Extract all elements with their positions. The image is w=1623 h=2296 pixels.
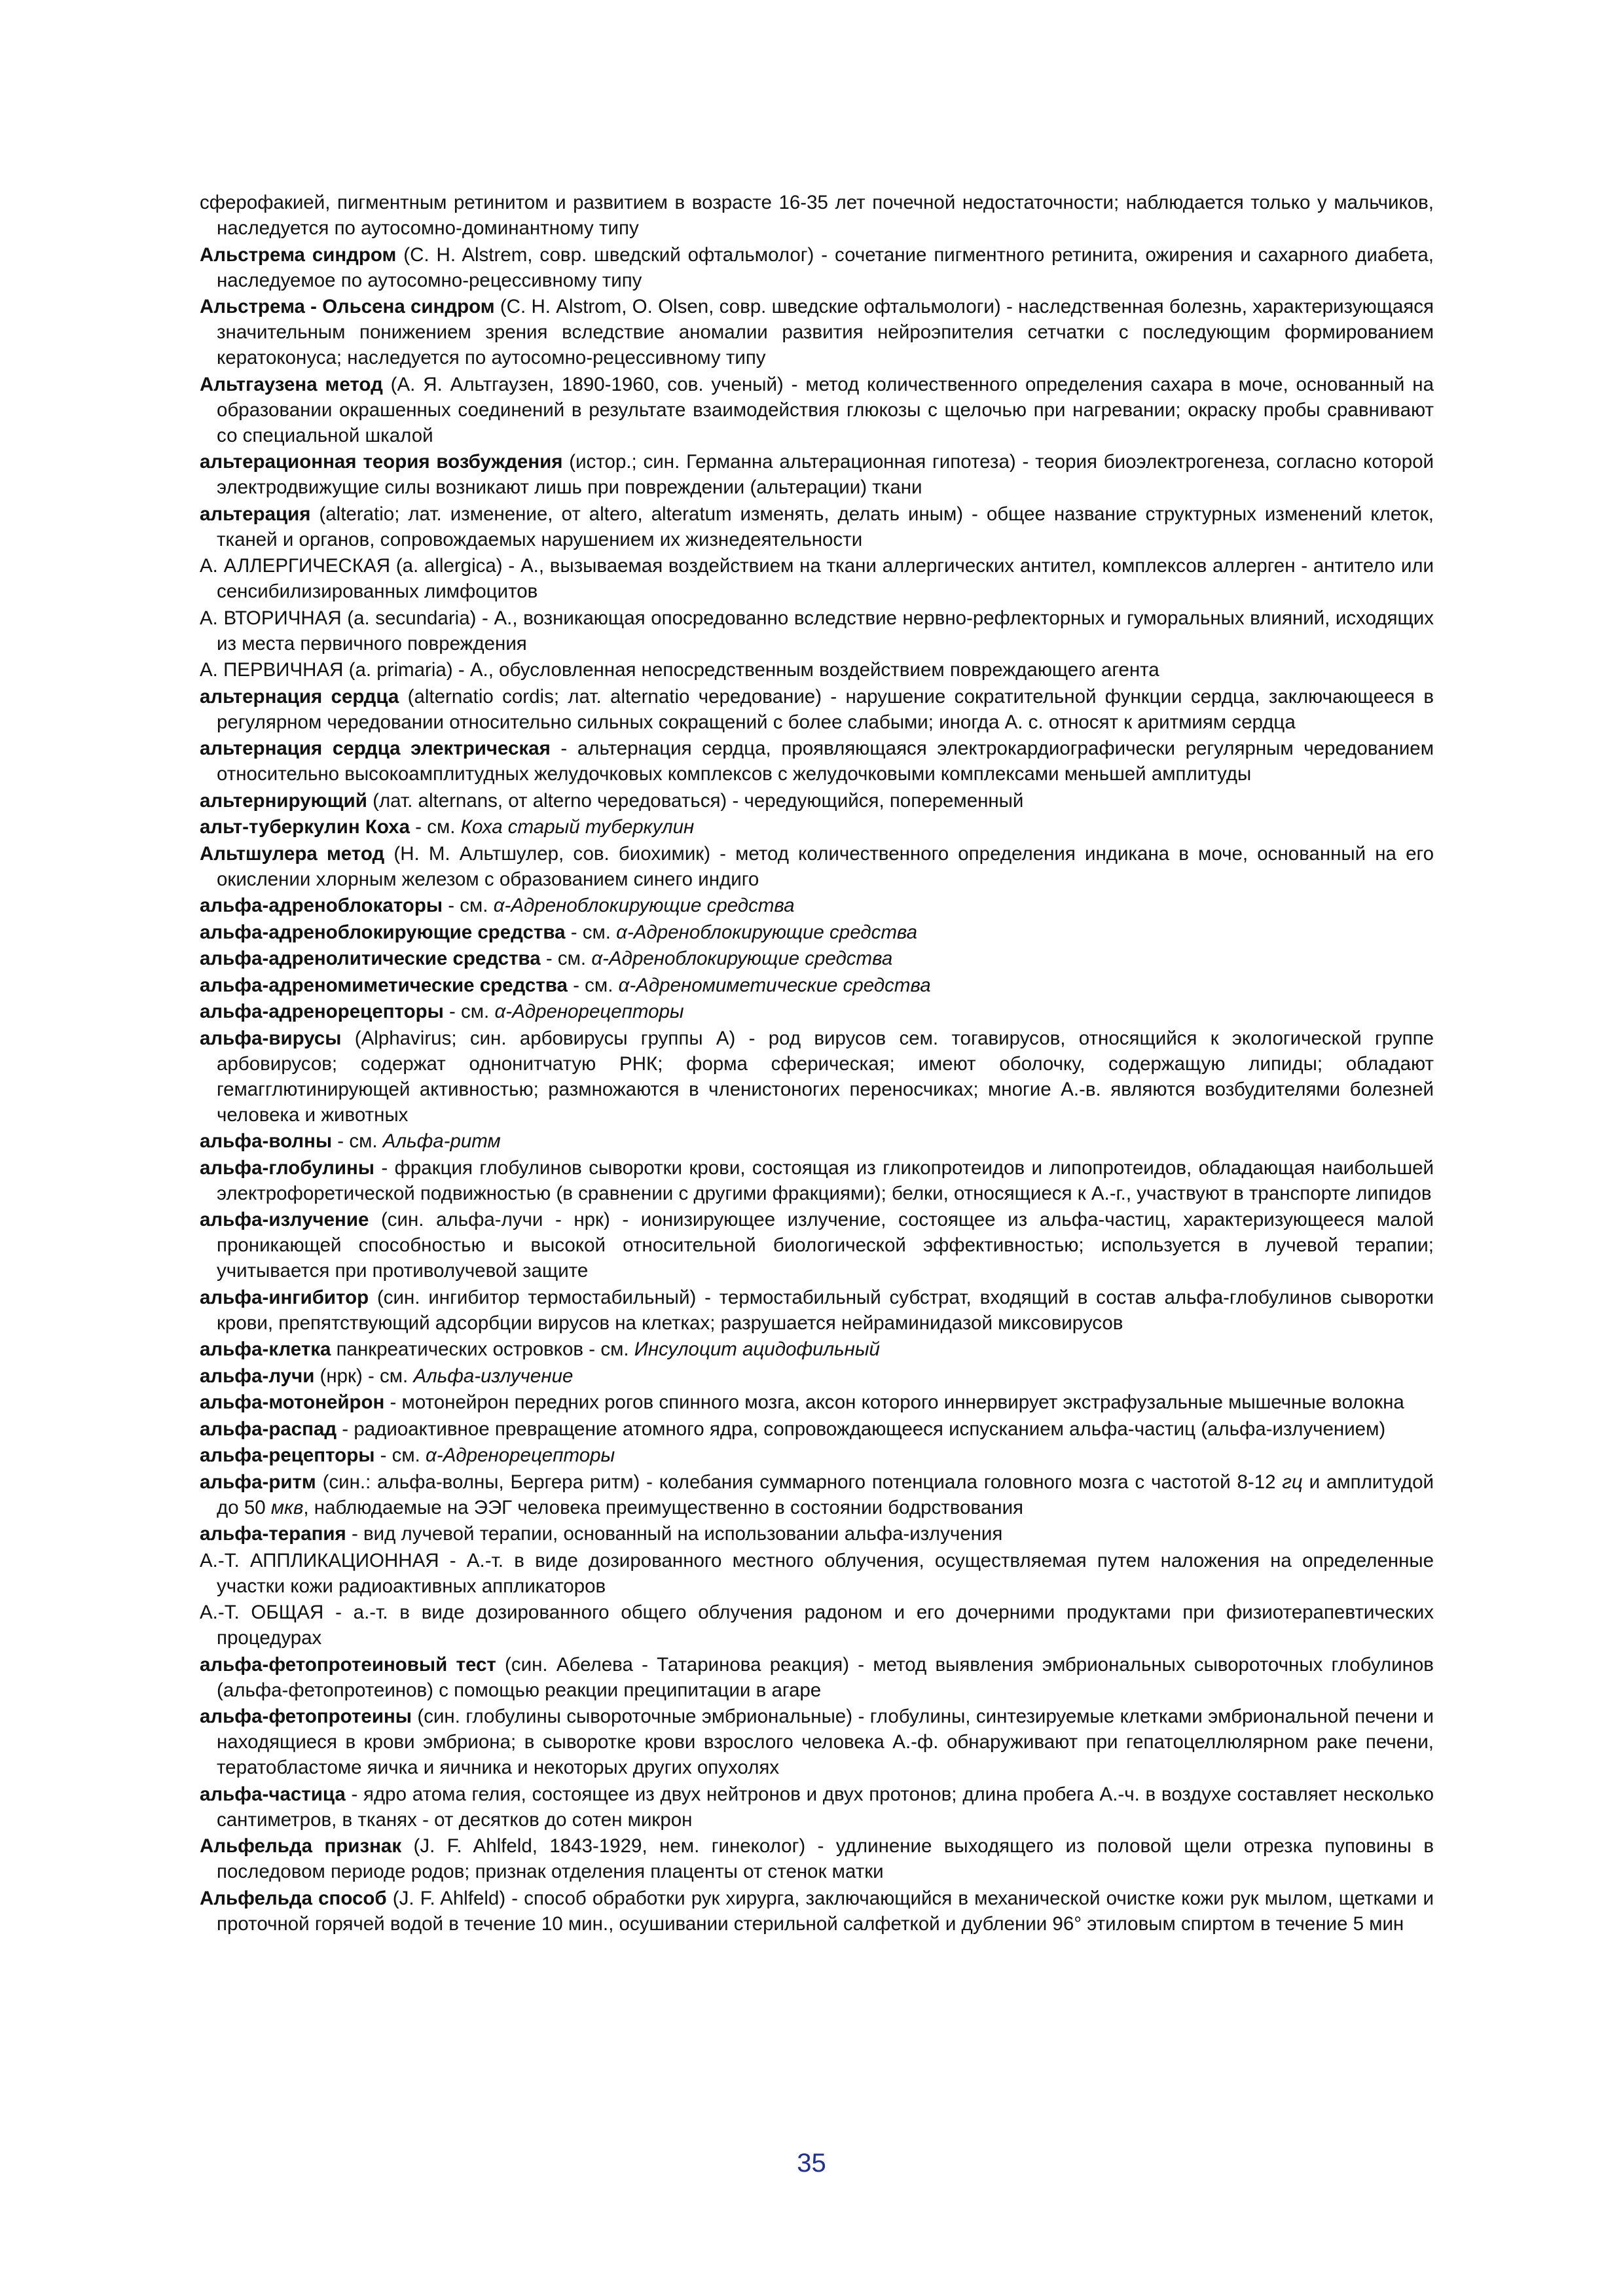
entry-text: - радиоактивное превращение атомного ядра, сопровождающееся испусканием альфа-частиц (альфа-излучением) [337,1418,1386,1440]
dictionary-entry [200,1416,1434,1442]
entry-text: - см. [332,1130,383,1152]
entry-text: - см. [443,895,494,916]
dictionary-entry [200,893,1434,918]
entry-term: Альстрема синдром [200,243,397,266]
entry-text: , наблюдаемые на ЭЭГ человека преимущественно в состоянии бодрствования [303,1496,1024,1518]
entry-reference: α-Адреноблокирующие средства [616,921,918,943]
entry-text: сферофакией, пигментным ретинитом и развитием в возрасте 16-35 лет почечной недостаточности; наблюдается только у мальчиков, наследуется по аутосомно-доминантному типу [200,192,1434,239]
entry-text: (истор.; син. Германна альтерационная гипотеза) - теория биоэлектрогенеза, согласно которой электродвижущие силы возникают лишь при повреждении (альтерации) ткани [217,451,1434,498]
dictionary-entry [200,449,1434,500]
entry-reference: Альфа-ритм [382,1130,501,1152]
entry-term: Альстрема - Ольсена синдром [200,296,495,317]
entry-text: (син. глобулины сывороточные эмбриональные) - глобулины, синтезируемые клетками эмбриональной печени и находящиеся в крови эмбриона; в сыворотке крови взрослого человека А.-ф. обнаруживают при гепатоцеллюлярном раке печени, тератобластоме яичка и яичника и некоторых других опухолях [217,1706,1434,1778]
dictionary-entry [200,920,1434,945]
entry-reference: Альфа-излучение [413,1365,574,1387]
dictionary-entry [200,814,1434,840]
entry-text: - см. [567,974,619,996]
dictionary-entry [200,1704,1434,1780]
entry-text: - см. [374,1444,426,1466]
entry-term: альфа-лучи [200,1365,315,1387]
dictionary-entry [200,1285,1434,1336]
entry-text: - см. [443,1001,495,1022]
dictionary-entry [200,501,1434,552]
entry-reference: гц [1282,1471,1303,1493]
entry-text: - ядро атома гелия, состоящее из двух нейтронов и двух протонов; длина пробега А.-ч. в воздухе составляет несколько сантиметров, в тканях - от десятков до сотен микрон [217,1783,1434,1831]
entry-term: альфа-мотонейрон [200,1391,385,1413]
entry-text: - фракция глобулинов сыворотки крови, состоящая из гликопротеидов и липопротеидов, обладающая наибольшей электрофоретической подвижностью (в сравнении с другими фракциями); белки, относящиеся к А.-г., участвуют в транспорте липидов [217,1157,1434,1204]
entry-text: (син. Абелева - Татаринова реакция) - метод выявления эмбриональных сывороточных глобулинов (альфа-фетопротеинов) с помощью реакции преципитации в агаре [217,1653,1434,1701]
dictionary-entry [200,1548,1434,1599]
entry-term: альфа-излучение [200,1209,369,1230]
entry-text: А. ВТОРИЧНАЯ (а. secundaria) - А., возникающая опосредованно вследствие нервно-рефлекторных и гуморальных влияний, исходящих из места первичного повреждения [200,607,1434,655]
dictionary-entry [200,788,1434,814]
entry-text: - см. [540,948,592,969]
entry-term: альфа-ингибитор [200,1286,369,1308]
dictionary-entry [200,736,1434,787]
entry-text: (син.: альфа-волны, Бергера ритм) - колебания суммарного потенциала головного мозга с частотой 8-12 [316,1471,1283,1493]
dictionary-entry [200,1886,1434,1937]
entry-term: альфа-глобулины [200,1157,374,1179]
entry-term: Альтгаузена метод [200,373,383,395]
dictionary-entry [200,999,1434,1024]
dictionary-entry [200,1782,1434,1833]
entry-term: альфа-адреноблокирующие средства [200,921,566,943]
entry-reference: α-Адренорецепторы [426,1444,615,1466]
dictionary-entry [200,1363,1434,1389]
entry-term: альфа-адреноблокаторы [200,895,443,916]
entry-text: - см. [565,921,617,943]
dictionary-entry [200,841,1434,892]
dictionary-entry [200,190,1434,241]
entry-term: Альтшулера метод [200,842,385,865]
dictionary-entry [200,1390,1434,1415]
dictionary-entry [200,1336,1434,1362]
dictionary-entry [200,1652,1434,1703]
dictionary-entry [200,605,1434,656]
dictionary-entry [200,372,1434,448]
entry-term: альтерационная теория возбуждения [200,451,563,473]
entry-text: А.-Т. АППЛИКАЦИОННАЯ - А.-т. в виде дозированного местного облучения, осуществляемая путем наложения на определенные участки кожи радиоактивных аппликаторов [200,1549,1434,1597]
entry-term: альфа-фетопротеины [200,1706,412,1727]
dictionary-entry [200,1155,1434,1206]
entry-text: А. ПЕРВИЧНАЯ (а. primaria) - А., обусловленная непосредственным воздействием повреждающего агента [200,659,1159,681]
dictionary-entry [200,242,1434,293]
dictionary-entry [200,1128,1434,1154]
entry-text: (син. альфа-лучи - нрк) - ионизирующее излучение, состоящее из альфа-частиц, характеризующееся малой проникающей способностью и высокой относительной биологической эффективностью; используется в лучевой терапии; учитывается при противолучевой защите [217,1209,1434,1282]
entry-reference: α-Адреноблокирующие средства [493,895,795,916]
entry-term: альфа-частица [200,1783,346,1805]
entry-term: альт-туберкулин Коха [200,816,410,838]
entry-term: Альфельда способ [200,1887,387,1909]
entry-term: альтернация сердца [200,685,399,708]
dictionary-entry [200,684,1434,735]
entry-term: альтерация [200,503,311,525]
entry-term: альфа-ритм [200,1471,316,1493]
dictionary-entry [200,946,1434,971]
entry-text: и амплитудой до 50 [217,1471,1434,1518]
entry-text: (alternatio cordis; лат. alternatio чередование) - нарушение сократительной функции сердца, заключающееся в регулярном чередовании относительно сильных сокращений с более слабыми; иногда А. с. относят к аритмиям сердца [217,685,1434,733]
entry-text: панкреатических островков - см. [331,1338,634,1360]
entry-term: альфа-рецепторы [200,1444,375,1466]
entry-text: (alteratio; лат. изменение, от altero, alteratum изменять, делать иным) - общее название структурных изменений клеток, тканей и органов, сопровождаемых нарушением их жизнедеятельности [217,503,1434,550]
entry-text: - вид лучевой терапии, основанный на использовании альфа-излучения [346,1523,1003,1545]
entry-term: альфа-адреномиметические средства [200,974,568,996]
dictionary-entry [200,1207,1434,1283]
entry-text: - альтернация сердца, проявляющаяся электрокардиографически регулярным чередованием относительно высокоамплитудных желудочковых комплексов с желудочковыми комплексами меньшей амплитуды [217,738,1434,785]
entry-text: (J. F. Ahlfeld, 1843-1929, нем. гинеколог) - удлинение выходящего из половой щели отрезка пуповины в последовом периоде родов; признак отделения плаценты от стенок матки [217,1835,1434,1882]
entry-term: альфа-вирусы [200,1027,342,1049]
entry-term: альтернация сердца электрическая [200,738,551,759]
dictionary-entry [200,553,1434,604]
entry-text: - мотонейрон передних рогов спинного мозга, аксон которого иннервирует экстрафузальные мышечные волокна [384,1391,1404,1413]
entry-term: альфа-волны [200,1130,333,1152]
dictionary-entry [200,1833,1434,1884]
entry-reference: мкв [270,1496,304,1518]
entry-term: Альфельда признак [200,1835,402,1857]
entry-reference: α-Адреномиметические средства [618,974,931,996]
entry-text: (нрк) - см. [314,1365,414,1387]
entry-text: (C. H. Alstrem, совр. шведский офтальмолог) - сочетание пигментного ретинита, ожирения и сахарного диабета, наследуемое по аутосомно-рецессивному типу [217,243,1434,291]
entry-text: А. АЛЛЕРГИЧЕСКАЯ (а. allergica) - А., вызываемая воздействием на ткани аллергических антител, комплексов аллерген - антитело или сенсибилизированных лимфоцитов [200,555,1434,602]
entry-term: альфа-клетка [200,1338,331,1360]
dictionary-entries [200,190,1434,1937]
page-number: 35 [797,2149,826,2178]
entry-text: А.-Т. ОБЩАЯ - а.-т. в виде дозированного общего облучения радоном и его дочерними продуктами при физиотерапевтических процедурах [200,1602,1434,1649]
entry-term: альфа-фетопротеиновый тест [200,1653,496,1676]
entry-text: (С. Н. Alstrom, О. Olsen, совр. шведские офтальмологи) - наследственная болезнь, характеризующаяся значительным понижением зрения вследствие аномалии развития нейроэпителия сетчатки с последующим формированием кератоконуса; наследуется по аутосомно-рецессивному типу [217,296,1434,368]
entry-text: (Alphavirus; син. арбовирусы группы А) - род вирусов сем. тогавирусов, относящийся к экологической группе арбовирусов; содержат однонитчатую РНК; форма сферическая; имеют оболочку, содержащую липиды; обладают гемагглютинирующей активностью; размножаются в членистоногих переносчиках; многие А.-в. являются возбудителями болезней человека и животных [217,1027,1434,1126]
dictionary-entry [200,1026,1434,1128]
entry-term: альфа-терапия [200,1523,346,1545]
dictionary-entry [200,294,1434,370]
entry-reference: α-Адренорецепторы [494,1001,684,1022]
entry-text: (Н. М. Альтшулер, сов. биохимик) - метод количественного определения индикана в моче, основанный на его окислении хлорным железом с образованием синего индиго [217,842,1434,890]
entry-text: (А. Я. Альтгаузен, 1890-1960, сов. ученый) - метод количественного определения сахара в моче, основанный на образовании окрашенных соединений в результате взаимодействия глюкозы с щелочью при нагревании; окраску пробы сравнивают со специальной шкалой [217,373,1434,446]
entry-term: альфа-адренолитические средства [200,948,541,969]
entry-reference: Инсулоцит ацидофильный [634,1338,880,1360]
entry-term: альфа-адренорецепторы [200,1001,444,1022]
entry-reference: α-Адреноблокирующие средства [591,948,893,969]
entry-text: - см. [409,816,461,838]
dictionary-entry [200,1469,1434,1520]
dictionary-entry [200,973,1434,998]
entry-term: альфа-распад [200,1418,337,1440]
dictionary-entry [200,1521,1434,1547]
dictionary-entry [200,1443,1434,1468]
entry-reference: Коха старый туберкулин [460,816,695,838]
entry-text: (J. F. Ahlfeld) - способ обработки рук хирурга, заключающийся в механической очистке кожи рук мылом, щетками и проточной горячей водой в течение 10 мин., осушивании стерильной салфеткой и дублении 96° этиловым спиртом в течение 5 мин [217,1887,1434,1935]
entry-text: (лат. alternans, от alterno чередоваться) - чередующийся, попеременный [367,789,1024,812]
entry-term: альтернирующий [200,789,367,812]
dictionary-entry [200,657,1434,683]
dictionary-entry [200,1600,1434,1651]
entry-text: (син. ингибитор термостабильный) - термостабильный субстрат, входящий в состав альфа-глобулинов сыворотки крови, препятствующий адсорбции вирусов на клетках; разрушается нейраминидазой миксовирусов [217,1286,1434,1334]
